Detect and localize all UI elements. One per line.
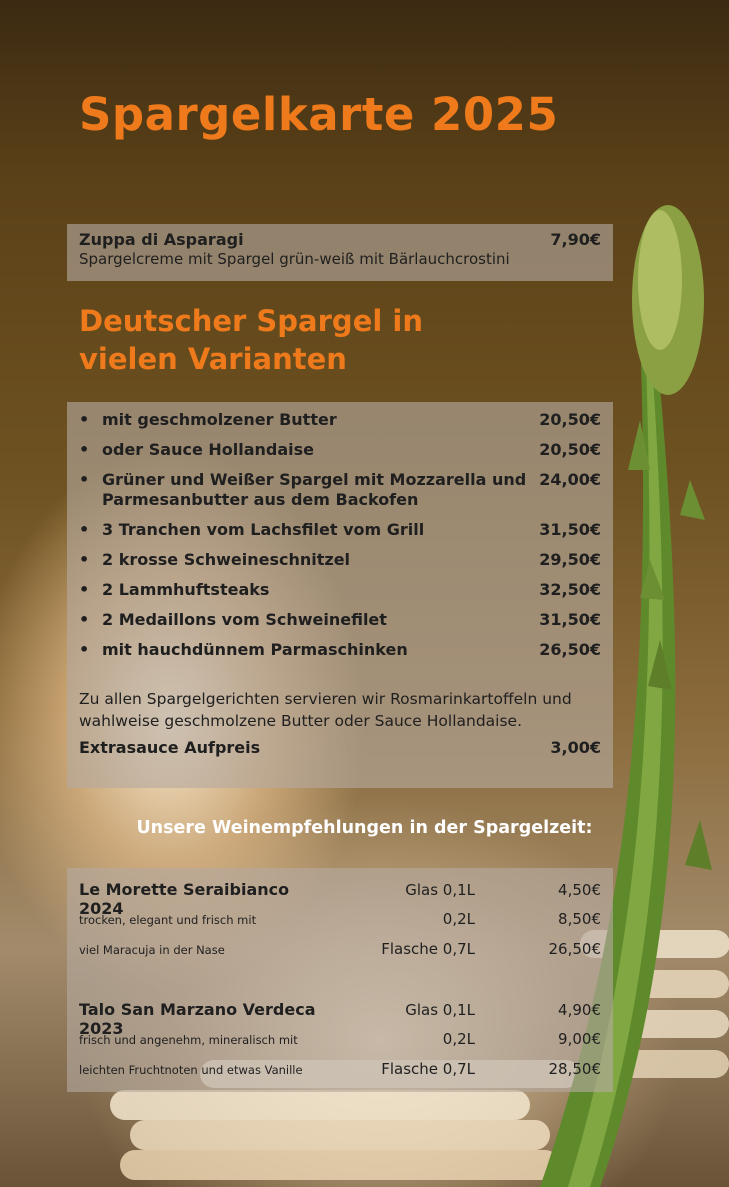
- dish-item: [79, 410, 601, 430]
- dish-item: [79, 610, 601, 630]
- dish-name: 2 Lammhuftsteaks: [102, 580, 270, 599]
- dish-name: Grüner und Weißer Spargel mit Mozzarella und Parmesanbutter aus dem Backofen: [102, 470, 527, 509]
- dish-price: 32,50€: [539, 580, 601, 599]
- dish-item: [79, 550, 601, 570]
- wine-description: viel Maracuja in der Nase: [79, 943, 225, 957]
- extra-sauce-row: [79, 738, 601, 757]
- bullet: •: [79, 410, 90, 429]
- wine-price: 26,50€: [548, 940, 601, 958]
- soup-row: [79, 230, 601, 249]
- dish-price: 20,50€: [539, 440, 601, 459]
- wine-row: [79, 910, 601, 940]
- dish-item: [79, 520, 601, 540]
- section-title-line2: vielen Varianten: [79, 342, 347, 376]
- dish-price: 29,50€: [539, 550, 601, 569]
- section-title: [79, 302, 423, 378]
- dish-name: 2 Medaillons vom Schweinefilet: [102, 610, 387, 629]
- wine-section-title: Unsere Weinempfehlungen in der Spargelzeit:: [136, 818, 593, 838]
- extra-sauce-price: 3,00€: [550, 738, 601, 757]
- extra-sauce-label: Extrasauce Aufpreis: [79, 738, 261, 757]
- wine-row: [79, 880, 601, 918]
- wine-description: frisch und angenehm, mineralisch mit: [79, 1033, 298, 1047]
- dish-price: 24,00€: [539, 470, 601, 489]
- bullet: •: [79, 440, 90, 459]
- wine-price: 4,50€: [558, 881, 601, 899]
- soup-description: Spargelcreme mit Spargel grün-weiß mit Bärlauchcrostini: [79, 250, 510, 268]
- dish-item: [79, 580, 601, 600]
- wine-row: [79, 940, 601, 970]
- bullet: •: [79, 610, 90, 629]
- wine-description: leichten Fruchtnoten und etwas Vanille: [79, 1063, 303, 1077]
- wine-row: [79, 1000, 601, 1038]
- dish-item: [79, 440, 601, 460]
- soup-name: Zuppa di Asparagi: [79, 230, 244, 249]
- soup-panel: [67, 224, 613, 281]
- wine-row: [79, 1030, 601, 1060]
- dish-price: 26,50€: [539, 640, 601, 659]
- dish-item: [79, 640, 601, 660]
- bullet: •: [79, 580, 90, 599]
- wine-row: [79, 1060, 601, 1090]
- dish-name: mit hauchdünnem Parmaschinken: [102, 640, 408, 659]
- side-dish-note: Zu allen Spargelgerichten servieren wir Rosmarinkartoffeln und wahlweise geschmolzene Butter oder Sauce Hollandaise.: [79, 690, 572, 730]
- wines-panel: [67, 868, 613, 1092]
- wine-size: Glas 0,1L: [405, 1001, 475, 1019]
- wine-size: Flasche 0,7L: [381, 1060, 475, 1078]
- wine-price: 4,90€: [558, 1001, 601, 1019]
- section-title-line1: Deutscher Spargel in: [79, 304, 423, 338]
- wine-price: 9,00€: [558, 1030, 601, 1048]
- wine-name: Le Morette Seraibianco 2024: [79, 880, 290, 918]
- wine-size: Glas 0,1L: [405, 881, 475, 899]
- page-title: Spargelkarte 2025: [79, 88, 559, 141]
- dish-name: 2 krosse Schweineschnitzel: [102, 550, 351, 569]
- dish-item: [79, 470, 601, 510]
- wine-size: 0,2L: [442, 910, 475, 928]
- bullet: •: [79, 550, 90, 569]
- wine-spacer: [79, 970, 601, 1000]
- wine-price: 8,50€: [558, 910, 601, 928]
- wine-description: trocken, elegant und frisch mit: [79, 913, 257, 927]
- wine-name: Talo San Marzano Verdeca 2023: [79, 1000, 316, 1038]
- bullet: •: [79, 640, 90, 659]
- wine-size: 0,2L: [442, 1030, 475, 1048]
- dish-name: mit geschmolzener Butter: [102, 410, 337, 429]
- dish-price: 31,50€: [539, 520, 601, 539]
- dishes-panel: [67, 402, 613, 788]
- wine-size: Flasche 0,7L: [381, 940, 475, 958]
- dish-price: 31,50€: [539, 610, 601, 629]
- dish-name: 3 Tranchen vom Lachsfilet vom Grill: [102, 520, 425, 539]
- dish-price: 20,50€: [539, 410, 601, 429]
- bullet: •: [79, 470, 90, 489]
- soup-price: 7,90€: [550, 230, 601, 249]
- bullet: •: [79, 520, 90, 539]
- dish-name: oder Sauce Hollandaise: [102, 440, 315, 459]
- wine-price: 28,50€: [548, 1060, 601, 1078]
